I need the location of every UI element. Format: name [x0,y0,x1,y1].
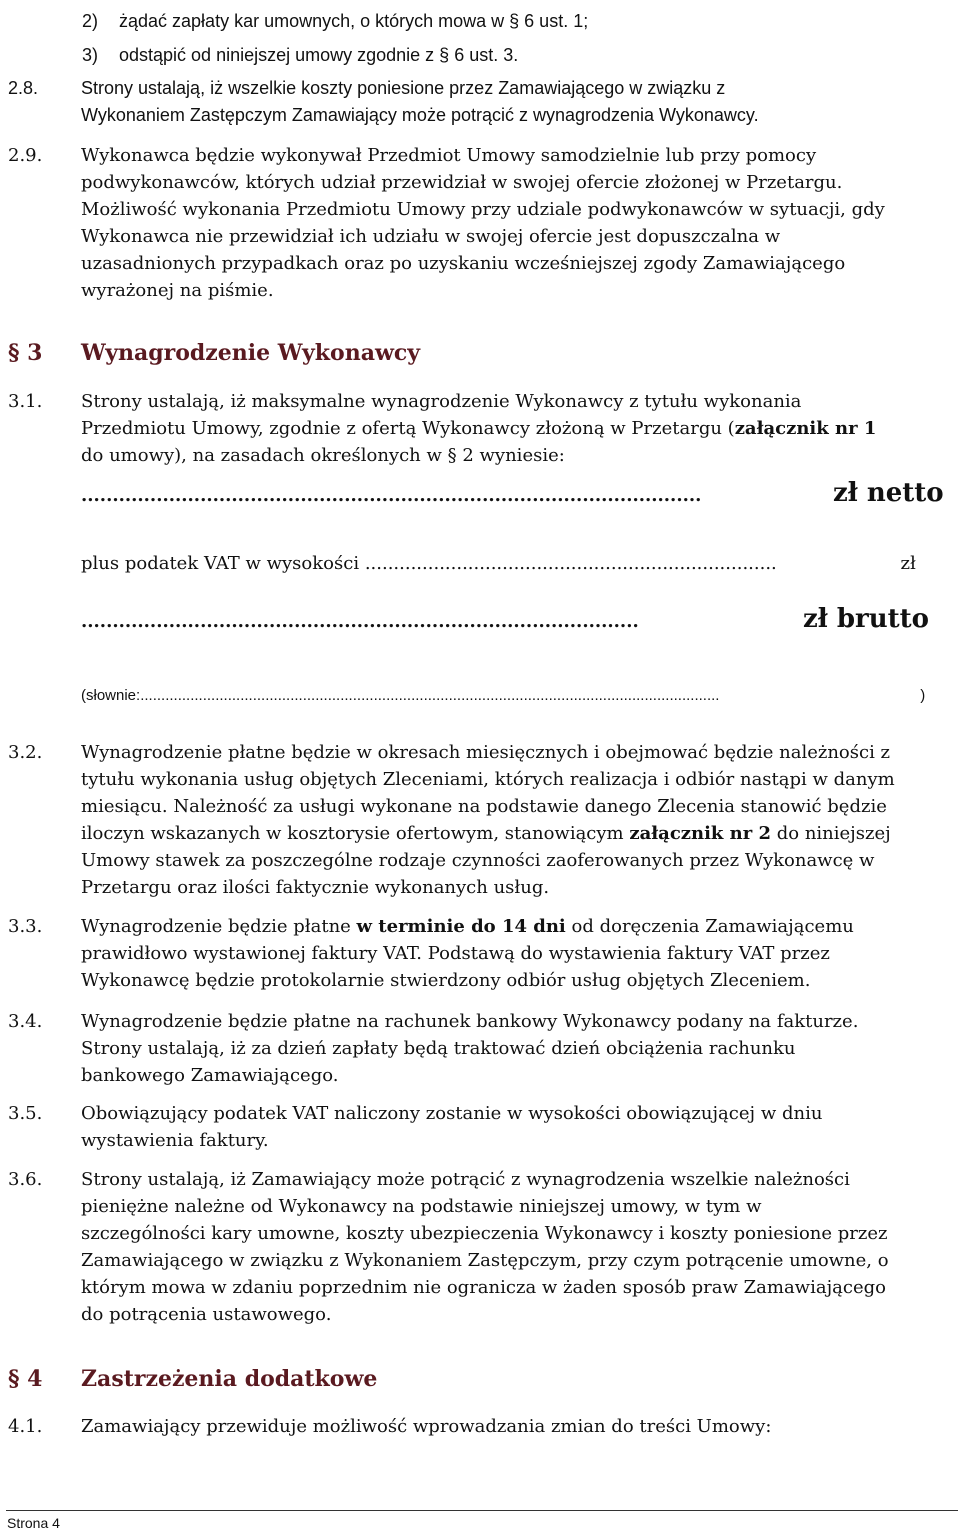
text-line: Zamawiający przewiduje możliwość wprowadzania zmian do treści Umowy: [81,1416,772,1437]
vat-amount-line [81,550,947,577]
paragraph-number: 4.1. [8,1416,43,1437]
netto-amount-line [81,480,947,509]
text-segment: iloczyn wskazanych w kosztorysie ofertowym, stanowiącym [81,823,630,844]
text-line: Wykonawcę będzie protokolarnie stwierdzony odbiór usług objętych Zleceniem. [81,970,811,991]
section-number: § 4 [8,1366,43,1392]
page-number: Strona 4 [7,1515,60,1531]
text-line: Umowy stawek za poszczególne rodzaje czynności zaoferowanych przez Wykonawcę w [81,850,875,871]
words-fill-dots: ........................................................................................................................................... [140,687,720,704]
text-line: do umowy), na zasadach określonych w § 2 wyniesie: [81,445,565,466]
text-line: wystawienia faktury. [81,1130,269,1151]
text-line: pieniężne należne od Wykonawcy na podstawie niniejszej umowy, w tym w [81,1196,762,1217]
paragraph-3-5 [81,1100,957,1154]
paragraph-number: 3.6. [8,1169,43,1190]
text-line: Przetargu oraz ilości faktycznie wykonanych usług. [81,877,550,898]
text-segment: Przedmiotu Umowy, zgodnie z ofertą Wykonawcy złożoną w Przetargu ( [81,418,735,439]
paragraph-4-1 [81,1413,957,1440]
text-line: do potrącenia ustawowego. [81,1304,332,1325]
text-line: Obowiązujący podatek VAT naliczony zostanie w wysokości obowiązującej w dniu [81,1103,823,1124]
text-line: wyrażonej na piśmie. [81,280,274,301]
text-line: bankowego Zamawiającego. [81,1065,339,1086]
text-line: Strony ustalają, iż Zamawiający może potrącić z wynagrodzenia wszelkie należności [81,1169,850,1190]
paragraph-3-4 [81,1008,957,1089]
text-line: Strony ustalają, iż maksymalne wynagrodzenie Wykonawcy z tytułu wykonania [81,391,802,412]
paragraph-3-3 [81,913,957,994]
text-line: Wynagrodzenie płatne będzie w okresach miesięcznych i obejmować będzie należności z [81,742,891,763]
vat-label: plus podatek VAT w wysokości [81,553,360,574]
text-line: szczególności kary umowne, koszty ubezpieczenia Wykonawcy i koszty poniesione przez [81,1223,888,1244]
text-line: miesiącu. Należność za usługi wykonane na podstawie danego Zlecenia stanowić będzie [81,796,887,817]
netto-fill-dots: ................................................................................................... [81,485,702,506]
amount-in-words-line [81,682,951,709]
text-line: podwykonawców, których udział przewidział w swojej ofercie złożonej w Przetargu. [81,172,843,193]
netto-label: zł netto [833,480,944,508]
text-line: prawidłowo wystawionej faktury VAT. Podstawą do wystawienia faktury VAT przez [81,943,830,964]
list-item-number: 3) [82,45,99,65]
paragraph-3-1 [81,388,957,469]
text-line: Wykonaniem Zastępczym Zamawiający może potrącić z wynagrodzenia Wykonawcy. [81,105,759,125]
paragraph-number: 2.8. [8,78,39,98]
paragraph-number: 3.5. [8,1103,43,1124]
paragraph-2-9 [81,142,957,304]
text-line: Strony ustalają, iż wszelkie koszty poniesione przez Zamawiającego w związku z [81,78,726,98]
text-line: Strony ustalają, iż za dzień zapłaty będą traktować dzień obciążenia rachunku [81,1038,796,1059]
text-line [81,415,957,442]
footer-divider [6,1510,958,1511]
attachment-reference: załącznik nr 1 [734,418,877,439]
payment-term: w terminie do 14 dni [356,916,566,937]
words-prefix: (słownie: [81,687,141,704]
text-line [81,913,957,940]
vat-unit: zł [900,553,916,574]
paragraph-number: 3.3. [8,916,43,937]
paragraph-number: 2.9. [8,145,43,166]
vat-fill-dots: ........................................................................ [364,553,777,574]
section-number: § 3 [8,340,43,366]
text-line: uzasadnionych przypadkach oraz po uzyskaniu wcześniejszej zgody Zamawiającego [81,253,846,274]
paragraph-number: 3.2. [8,742,43,763]
text-line: Wynagrodzenie będzie płatne na rachunek bankowy Wykonawcy podany na fakturze. [81,1011,859,1032]
text-line: Zamawiającego w związku z Wykonaniem Zastępczym, przy czym potrącenie umowne, o [81,1250,889,1271]
words-suffix: ) [920,687,926,704]
text-segment: Wynagrodzenie będzie płatne [81,916,357,937]
paragraph-number: 3.1. [8,391,43,412]
list-item-text: odstąpić od niniejszej umowy zgodnie z § 6 ust. 3. [119,45,519,65]
brutto-label: zł brutto [803,606,929,634]
text-line: Możliwość wykonania Przedmiotu Umowy przy udziale podwykonawców w sytuacji, gdy [81,199,885,220]
text-line [81,820,957,847]
attachment-reference: załącznik nr 2 [629,823,772,844]
text-segment: do niniejszej [771,823,891,844]
paragraph-3-2 [81,739,957,901]
text-line: Wykonawca nie przewidział ich udziału w swojej ofercie jest dopuszczalna w [81,226,781,247]
text-line: Wykonawca będzie wykonywał Przedmiot Umowy samodzielnie lub przy pomocy [81,145,817,166]
list-item-number: 2) [82,11,99,31]
list-item-text: żądać zapłaty kar umownych, o których mowa w § 6 ust. 1; [119,11,589,31]
text-segment: od doręczenia Zamawiającemu [565,916,854,937]
paragraph-3-6 [81,1166,957,1328]
paragraph-2-8 [81,75,957,129]
section-title: Wynagrodzenie Wykonawcy [81,340,421,366]
paragraph-number: 3.4. [8,1011,43,1032]
brutto-amount-line [81,606,947,635]
brutto-fill-dots: ......................................................................................... [81,611,639,632]
text-line: tytułu wykonania usług objętych Zleceniami, których realizacja i odbiór nastąpi w danym [81,769,895,790]
text-line: którym mowa w zdaniu poprzednim nie ogranicza w żaden sposób praw Zamawiającego [81,1277,886,1298]
section-title: Zastrzeżenia dodatkowe [81,1366,378,1392]
